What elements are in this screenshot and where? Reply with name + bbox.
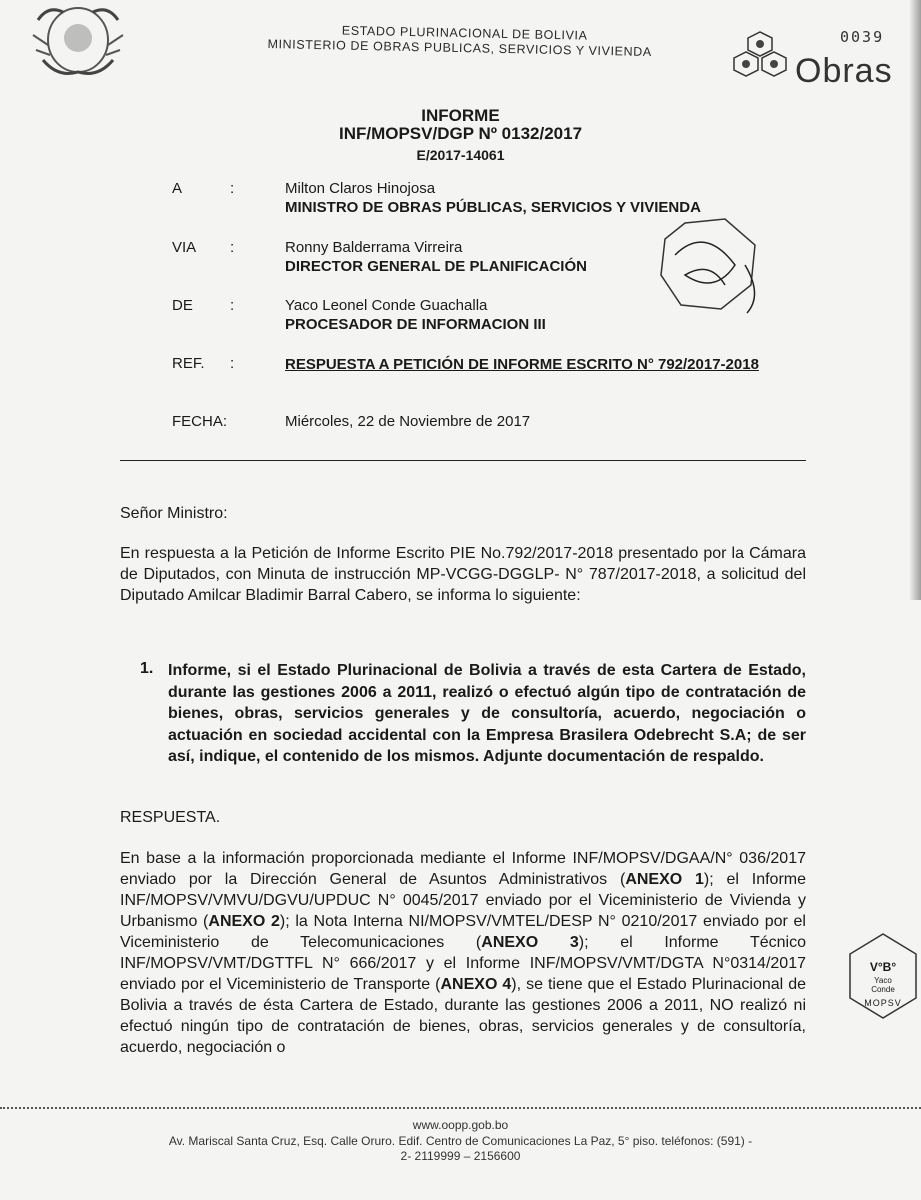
answer-part-4: ); el Informe Técnico INF/MOPSV/VMT/DGTTFL N° 666/2017 y el Informe INF/MOPSV/VMT/DGTA N°0314/2017 enviado por el Viceministerio de Transporte (: [120, 934, 806, 993]
field-a-label: A: [172, 180, 183, 197]
field-de-label: DE: [172, 297, 193, 314]
salutation: Señor Ministro:: [120, 505, 228, 522]
intro-paragraph: En respuesta a la Petición de Informe Escrito PIE No.792/2017-2018 presentado por la Cámara de Diputados, con Minuta de instrucción MP-VCGG-DGGLP- N° 787/2017-2018, a solicitud del Diputado Amilcar Bladimir Barral Cabero, se informa lo siguiente:: [120, 545, 806, 604]
footer-phones: 2- 2119999 – 2156600: [400, 1149, 521, 1163]
field-de-name: Yaco Leonel Conde Guachalla: [285, 297, 488, 314]
vb-stamp-name-last: Conde: [871, 985, 895, 994]
vb-stamp: [848, 932, 918, 1020]
field-fecha-value: Miércoles, 22 de Noviembre de 2017: [285, 413, 531, 430]
annex-1-ref: ANEXO 1: [625, 871, 704, 888]
header-divider: [120, 460, 806, 462]
field-de-position: PROCESADOR DE INFORMACION III: [285, 316, 546, 333]
header-state-name: ESTADO PLURINACIONAL DE BOLIVIA: [341, 23, 588, 43]
answer-paragraph: [120, 848, 806, 1058]
field-a-name: Milton Claros Hinojosa: [285, 180, 436, 197]
annex-3-ref: ANEXO 3: [481, 934, 579, 951]
annex-4-ref: ANEXO 4: [440, 976, 512, 993]
vb-stamp-org: MOPSV: [864, 998, 902, 1008]
footer-divider: [0, 1107, 921, 1109]
obras-logo-text: Obras: [795, 52, 893, 90]
answer-part-2: ); el Informe INF/MOPSV/VMVU/DGVU/UPDUC N° 0045/2017 enviado por el Viceministerio de Vivienda y Urbanismo (: [120, 871, 806, 930]
field-a-position: MINISTRO DE OBRAS PÚBLICAS, SERVICIOS Y VIVIENDA: [285, 199, 701, 216]
header-ministry-name: MINISTERIO DE OBRAS PUBLICAS, SERVICIOS Y VIVIENDA: [267, 36, 652, 60]
document-reference: E/2017-14061: [416, 147, 505, 163]
field-via-label: VIA: [172, 239, 197, 256]
answer-part-5: ), se tiene que el Estado Plurinacional de Bolivia a través de ésta Cartera de Estado, durante las gestiones 2006 a 2011, NO realizó ni efectuó ningún tipo de contratación de bienes, obras, servicios generales y de consultoría, acuerdo, negociación o: [120, 976, 806, 1056]
annex-2-ref: ANEXO 2: [208, 913, 280, 930]
footer-website: www.oopp.gob.bo: [412, 1118, 509, 1132]
signature-stamp-icon: [655, 215, 765, 315]
field-via-position: DIRECTOR GENERAL DE PLANIFICACIÓN: [285, 258, 587, 275]
field-ref-text: RESPUESTA A PETICIÓN DE INFORME ESCRITO N° 792/2017-2018: [285, 356, 759, 373]
field-a-colon: :: [230, 180, 235, 197]
bolivia-coat-of-arms-icon: [28, 0, 128, 82]
answer-part-3: ); la Nota Interna NI/MOPSV/VMTEL/DESP N° 0210/2017 enviado por el Viceministerio de Telecomunicaciones (: [120, 913, 806, 951]
answer-heading: RESPUESTA.: [120, 809, 221, 826]
question-number: 1.: [140, 660, 154, 677]
vb-stamp-text: V°B°: [869, 960, 897, 974]
vb-stamp-name-first: Yaco: [874, 976, 892, 985]
field-via-colon: :: [230, 239, 235, 256]
question-text: Informe, si el Estado Plurinacional de Bolivia a través de esta Cartera de Estado, durante las gestiones 2006 a 2011, realizó o efectuó algún tipo de contratación de bienes, obras, servicios generales y de consultoría, acuerdo, negociación o actuación en sociedad accidental con la Empresa Brasilera Odebrecht S.A; de ser así, indique, el contenido de los mismos. Adjunte documentación de respaldo.: [168, 662, 806, 765]
field-ref-colon: :: [230, 355, 235, 372]
ministry-header: [267, 22, 652, 60]
document-title: INFORME: [421, 106, 500, 125]
page-number: 0039: [840, 28, 885, 46]
answer-part-1: En base a la información proporcionada mediante el Informe INF/MOPSV/DGAA/N° 036/2017 enviado por la Dirección General de Asuntos Administrativos (: [120, 850, 806, 888]
field-ref-label: REF.: [172, 355, 205, 372]
field-de-colon: :: [230, 297, 235, 314]
footer-address: Av. Mariscal Santa Cruz, Esq. Calle Oruro. Edif. Centro de Comunicaciones La Paz, 5° piso. teléfonos: (591) -: [168, 1134, 753, 1148]
page-edge-shadow: [909, 0, 921, 600]
document-code: INF/MOPSV/DGP Nº 0132/2017: [338, 124, 583, 143]
field-fecha-label: FECHA:: [172, 413, 228, 430]
field-via-name: Ronny Balderrama Virreira: [285, 239, 463, 256]
